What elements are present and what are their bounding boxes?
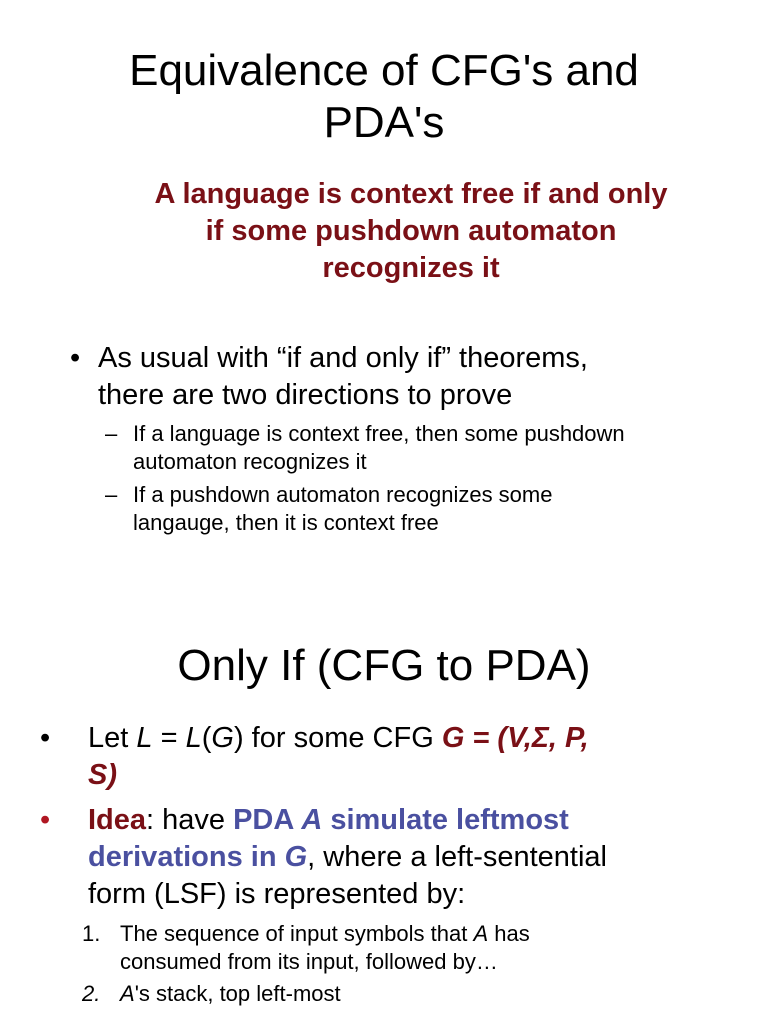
item2-text: 's stack, top left-most	[134, 981, 341, 1006]
idea-word: Idea	[88, 804, 147, 836]
item1-line2: consumed from its input, followed by…	[120, 949, 498, 974]
slide1-title-line2: PDA's	[323, 98, 445, 147]
grammar-tuple-line2: S)	[88, 759, 117, 791]
let-prefix: Let	[88, 722, 137, 754]
paren-open: (	[201, 722, 212, 754]
numbered-item-1	[82, 920, 762, 976]
bullet-line1: As usual with “if and only if” theorems,	[98, 342, 588, 374]
item2-var-A: A	[120, 981, 135, 1006]
bullet-directions	[70, 340, 760, 414]
let-line1	[88, 720, 750, 757]
grammar-tuple-line1: G = (V,Σ, P,	[441, 722, 589, 754]
theorem-statement	[0, 176, 768, 287]
sub2-line1: If a pushdown automaton recognizes some	[133, 482, 553, 507]
dash-marker: –	[105, 482, 118, 507]
dash-marker: –	[105, 421, 118, 446]
theorem-line1: A language is context free if and only	[154, 178, 668, 210]
idea-blue-simulate: simulate leftmost	[322, 804, 569, 836]
sub-bullet-2	[105, 481, 765, 537]
idea-line1	[88, 802, 760, 839]
sub1-line2: automaton recognizes it	[133, 449, 367, 474]
bullet-idea	[40, 802, 760, 913]
idea-line2	[88, 839, 760, 876]
theorem-line3: recognizes it	[322, 252, 500, 284]
idea-blue-pda: PDA	[233, 804, 302, 836]
item1-line1	[120, 920, 762, 948]
theorem-line2: if some pushdown automaton	[205, 215, 617, 247]
sub2-line2: langauge, then it is context free	[133, 510, 439, 535]
slide2-title: Only If (CFG to PDA)	[177, 641, 591, 690]
item2-number: 2.	[82, 981, 101, 1006]
var-L: L	[185, 722, 202, 754]
bullet-marker: •	[70, 342, 81, 374]
var-L: L	[136, 722, 153, 754]
sub1-line1: If a language is context free, then some pushdown	[133, 421, 625, 446]
slide1-title-line1: Equivalence of CFG's and	[129, 46, 639, 95]
paren-close: ) for some CFG	[233, 722, 442, 754]
bullet-let	[40, 720, 750, 794]
item1-text-pre: The sequence of input symbols that	[120, 921, 474, 946]
idea-blue-A: A	[301, 804, 323, 836]
item1-text-post: has	[488, 921, 530, 946]
item1-number: 1.	[82, 921, 101, 946]
let-line2	[88, 757, 750, 794]
var-G: G	[211, 722, 234, 754]
idea-line2-rest: , where a left-sentential	[307, 841, 607, 873]
bullet-line2: there are two directions to prove	[98, 379, 513, 411]
eq-sign: =	[152, 722, 186, 754]
sub-bullet-1	[105, 420, 765, 476]
numbered-item-2	[82, 980, 762, 1008]
item1-var-A: A	[473, 921, 489, 946]
slide1-title	[0, 45, 768, 149]
idea-blue-derivations: derivations in	[88, 841, 285, 873]
idea-line3: form (LSF) is represented by:	[88, 878, 466, 910]
bullet-marker: •	[40, 804, 51, 836]
bullet-marker: •	[40, 722, 51, 754]
idea-blue-G: G	[284, 841, 308, 873]
idea-colon: : have	[146, 804, 234, 836]
